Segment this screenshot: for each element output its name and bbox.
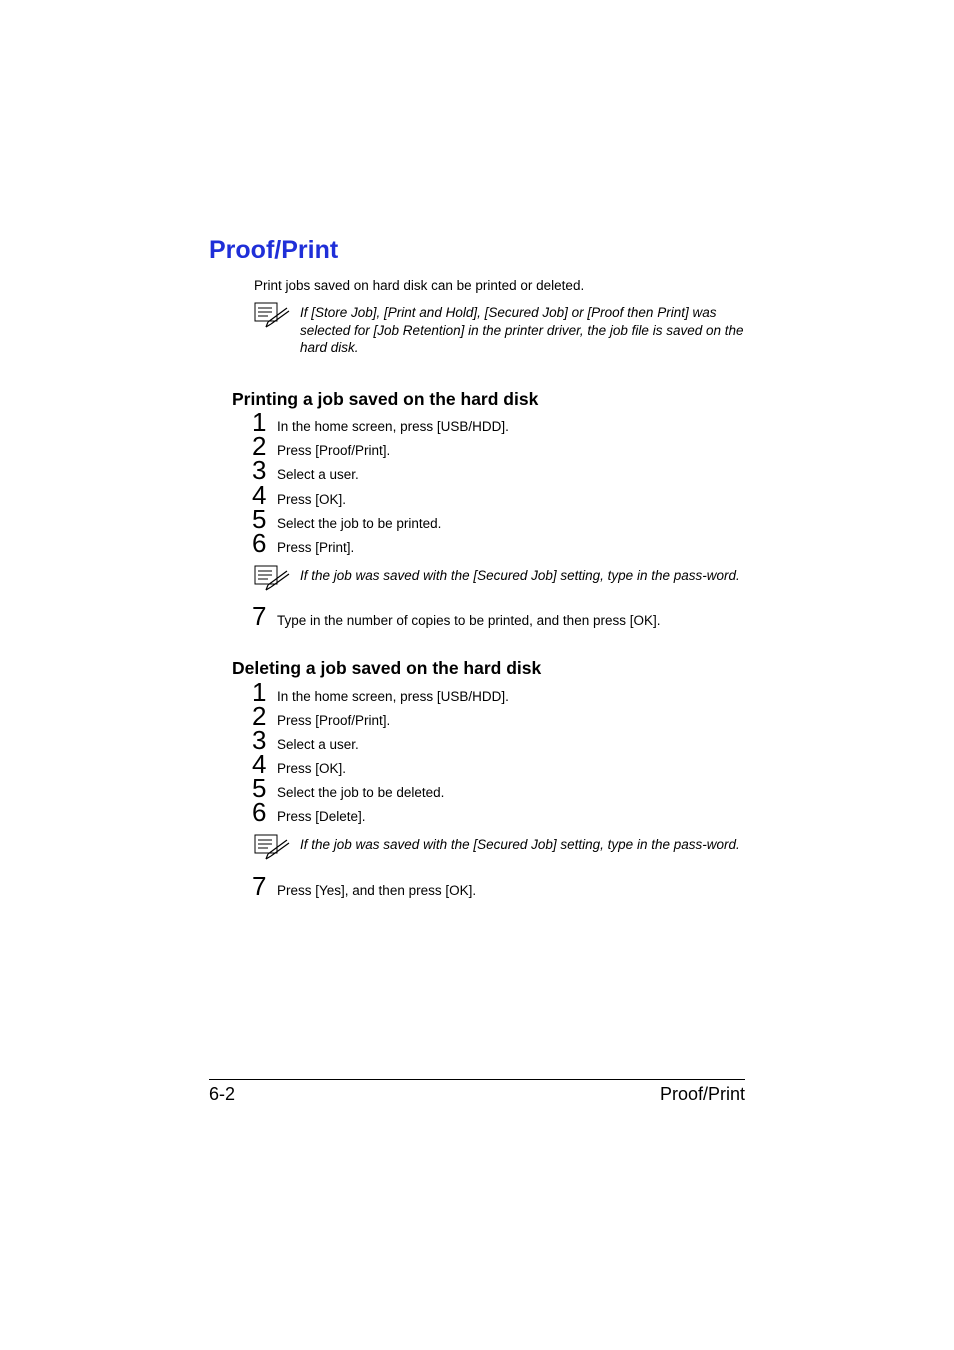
delete-step-6	[252, 797, 752, 827]
delete-step-3	[252, 725, 752, 755]
section-heading-print: Printing a job saved on the hard disk	[232, 389, 539, 409]
step-number: 6	[252, 797, 267, 827]
step-text: Select the job to be printed.	[277, 516, 442, 531]
step-text: Select the job to be deleted.	[277, 785, 445, 800]
page-title: Proof/Print	[209, 236, 339, 264]
delete-step-4	[252, 749, 752, 779]
step-text: Press [OK].	[277, 761, 347, 776]
step-text: In the home screen, press [USB/HDD].	[277, 419, 509, 434]
note-print-text: If the job was saved with the [Secured Job] setting, type in the pass-word.	[300, 568, 740, 583]
footer-rule	[209, 1079, 745, 1080]
print-step-3	[252, 455, 752, 485]
print-step-1	[252, 407, 752, 437]
step-text: In the home screen, press [USB/HDD].	[277, 689, 509, 704]
footer-section-title: Proof/Print	[659, 1084, 745, 1104]
delete-step-5	[252, 773, 752, 803]
step-number: 4	[252, 749, 267, 779]
step-number: 3	[252, 455, 267, 485]
step-number: 2	[252, 431, 267, 461]
step-number: 5	[252, 773, 267, 803]
step-text: Press [Print].	[277, 540, 355, 555]
print-step-6	[252, 528, 752, 558]
intro-text: Print jobs saved on hard disk can be printed or deleted.	[254, 278, 585, 293]
step-text: Press [Proof/Print].	[277, 443, 391, 458]
note-delete	[254, 836, 746, 854]
note-pencil-icon	[254, 834, 290, 860]
print-step-5	[252, 504, 752, 534]
step-number: 5	[252, 504, 267, 534]
delete-step-7	[252, 871, 752, 901]
step-number: 2	[252, 701, 267, 731]
note-delete-text: If the job was saved with the [Secured Job] setting, type in the pass-word.	[300, 837, 740, 852]
step-number: 1	[252, 677, 267, 707]
note-print	[254, 567, 746, 585]
step-number: 7	[252, 871, 267, 901]
section-heading-delete: Deleting a job saved on the hard disk	[232, 658, 542, 678]
step-text: Select a user.	[277, 467, 359, 482]
step-number: 3	[252, 725, 267, 755]
step-text: Press [Delete].	[277, 809, 366, 824]
print-step-2	[252, 431, 752, 461]
delete-step-2	[252, 701, 752, 731]
delete-step-1	[252, 677, 752, 707]
note-pencil-icon	[254, 565, 290, 591]
note-pencil-icon	[254, 302, 290, 328]
step-text: Press [Yes], and then press [OK].	[277, 883, 477, 898]
note-top-text: If [Store Job], [Print and Hold], [Secured Job] or [Proof then Print] was selected for [Job Retention] in the printer driver, the job file is saved on the hard disk.	[300, 305, 744, 355]
step-text: Press [Proof/Print].	[277, 713, 391, 728]
note-top	[254, 304, 746, 357]
step-number: 1	[252, 407, 267, 437]
step-number: 7	[252, 601, 267, 631]
step-number: 4	[252, 480, 267, 510]
step-text: Type in the number of copies to be printed, and then press [OK].	[277, 613, 661, 628]
print-step-4	[252, 480, 752, 510]
footer-page-number: 6-2	[209, 1084, 236, 1104]
step-number: 6	[252, 528, 267, 558]
step-text: Select a user.	[277, 737, 359, 752]
print-step-7	[252, 601, 752, 631]
step-text: Press [OK].	[277, 492, 347, 507]
